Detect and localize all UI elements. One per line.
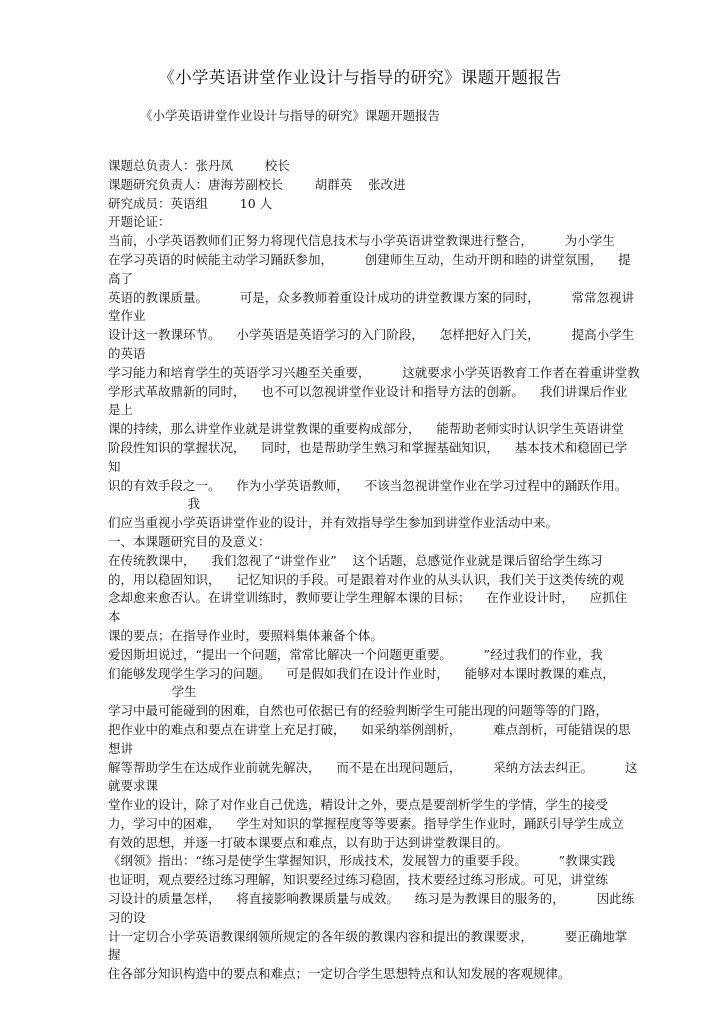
body-line: 堂作业: [108, 308, 146, 324]
document-subtitle: 《小学英语讲堂作业设计与指导的研究》课题开题报告: [140, 108, 441, 123]
body-line: 爱因斯坦说过，“提出一个问题，常常比解决一个问题更重要。 ”经过我们的作业，我: [108, 646, 603, 662]
body-line: 课题研究负责人：唐海芳副校长 胡群英 张改进: [108, 176, 406, 192]
body-line: 学生: [108, 684, 197, 700]
body-line: 学习能力和培育学生的英语学习兴趣至关重要， 这就要求小学英语教育工作者在着重讲堂教: [108, 364, 640, 380]
body-line: 课题总负责人：张丹凤 校长: [108, 158, 290, 173]
body-line: 力，学习中的困难， 学生对知识的掌握程度等等要素。指导学生作业时，踊跃引导学生成立: [108, 815, 624, 831]
body-line: 学形式革故鼎新的同时， 也不可以忽视讲堂作业设计和指导方法的创新。 我们讲课后作业: [108, 383, 628, 399]
body-line: 就要求课: [108, 778, 159, 794]
body-line: 在学习英语的时候能主动学习踊跃参加， 创建师生互动，生动开朗和睦的讲堂氛围， 提: [108, 251, 631, 267]
document-title: 《小学英语讲堂作业设计与指导的研究》课题开题报告: [158, 68, 562, 87]
body-line: 习设计的质量怎样， 将直接影响教课质量与成效。 练习是为教课目的服务的， 因此练: [108, 891, 635, 907]
body-line: 念却愈来愈否认。在讲堂训练时，教师要让学生理解本课的目标； 在作业设计时， 应抓住: [108, 590, 628, 606]
body-line: 本: [108, 609, 121, 625]
body-line: 英语的教课质量。 可是，众多教师着重设计成功的讲堂教课方案的同时， 常常忽视讲: [108, 289, 635, 305]
body-line: 的英语: [108, 345, 146, 361]
body-line: 课的持续，那么讲堂作业就是讲堂教课的重要构成部分， 能帮助老师实时认识学生英语讲堂: [108, 421, 624, 437]
body-line: 的，用以稳固知识， 记忆知识的手段。可是跟着对作业的从头认识，我们关于这类传统的观: [108, 571, 624, 587]
body-line: 当前，小学英语教师们正努力将现代信息技术与小学英语讲堂教课进行整合， 为小学生: [108, 233, 615, 249]
body-line: 们能够发现学生学习的问题。 可是假如我们在设计作业时， 能够对本课时教课的难点，: [108, 665, 615, 681]
body-line: 高了: [108, 270, 134, 286]
body-line: 识的有效手段之一。 作为小学英语教师， 不该当忽视讲堂作业在学习过程中的踊跃作用。: [108, 477, 628, 493]
body-line: 知: [108, 458, 121, 474]
body-line: 在传统教课中， 我们忽视了“讲堂作业” 这个话题，总感觉作业就是课后留给学生练习: [108, 552, 603, 568]
body-line: 计一定切合小学英语教课纲领所规定的各年级的教课内容和提出的教课要求， 要正确地掌: [108, 928, 628, 944]
body-line: 住各部分知识构造中的要点和难点；一定切合学生思想特点和认知发展的客观规律。: [108, 966, 571, 982]
body-line: 《纲领》指出：“练习是使学生掌握知识，形成技术，发展智力的重要手段。 ”教课实践: [108, 853, 616, 869]
body-line: 是上: [108, 402, 134, 418]
body-line: 把作业中的难点和要点在讲堂上充足打破， 如采纳举例剖析， 难点剖析，可能错误的思: [108, 721, 631, 737]
body-line: 握: [108, 947, 121, 963]
body-line: 开题论证：: [108, 214, 171, 230]
body-line: 我: [108, 496, 200, 512]
body-line: 有效的思想，并逐一打破本课要点和难点，以有助于达到讲堂教课目的。: [108, 834, 509, 850]
body-line: 研究成员：英语组 10 人: [108, 195, 273, 211]
body-line: 解等帮助学生在达成作业前就先解决， 而不是在出现问题后， 采纳方法去纠正。 这: [108, 759, 638, 775]
body-line: 设计这一教课环节。 小学英语是英语学习的入门阶段， 怎样把好入门关， 提高小学生: [108, 327, 635, 343]
body-line: 想讲: [108, 740, 134, 756]
body-line: 也证明，观点要经过练习理解，知识要经过练习稳固，技术要经过练习形成。可见，讲堂练: [108, 872, 609, 888]
body-line: 们应当重视小学英语讲堂作业的设计，并有效指导学生参加到讲堂作业活动中来。: [108, 515, 559, 531]
body-line: 习的设: [108, 909, 146, 925]
body-line: 堂作业的设计，除了对作业自己优选，精设计之外，要点是要剖析学生的学情，学生的接受: [108, 797, 609, 813]
body-line: 学习中最可能碰到的困难，自然也可依据已有的经验判断学生可能出现的问题等等的门路，: [108, 703, 609, 719]
body-line: 阶段性知识的掌握状况， 同时，也是帮助学生熟习和掌握基础知识， 基本技术和稳固已学: [108, 439, 628, 455]
body-line: 一、本课题研究目的及意义：: [108, 533, 271, 549]
document-body: [108, 157, 668, 984]
body-line: 课的要点；在指导作业时，要照料集体兼备个体。: [108, 627, 384, 643]
